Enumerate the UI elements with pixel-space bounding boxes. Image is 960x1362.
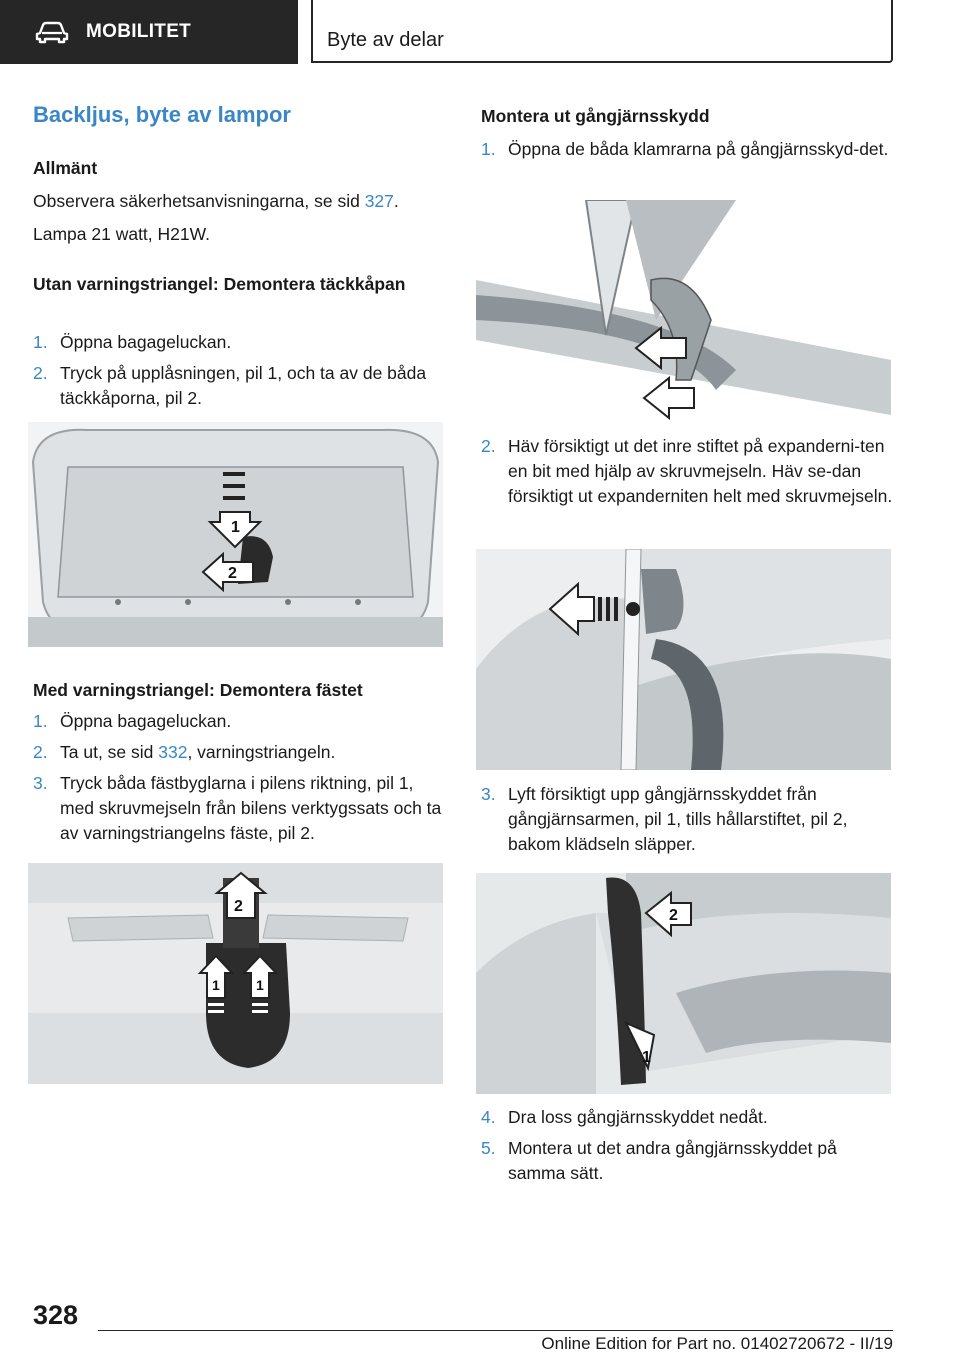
list-item <box>481 137 891 162</box>
general-text <box>33 189 399 214</box>
arrow-label-1: 1 <box>212 977 220 993</box>
general-text-part: Observera säkerhetsanvisningarna, se sid <box>33 191 365 211</box>
arrow-label-1: 1 <box>231 519 240 536</box>
step-text: Öppna de båda klamrarna på gångjärnsskyd-det. <box>508 139 889 159</box>
header-title-box <box>311 0 893 63</box>
step-text: Tryck på upplåsningen, pil 1, och ta av de båda täckkåporna, pil 2. <box>60 363 427 408</box>
hinge-steps-list-c <box>481 782 896 863</box>
list-item <box>33 740 448 765</box>
arrow-label-1: 1 <box>256 977 264 993</box>
arrow-label-2: 2 <box>234 898 243 915</box>
step-number: 2. <box>33 742 48 762</box>
step-number: 3. <box>481 784 496 804</box>
hinge-clamps-illustration <box>476 200 891 420</box>
step-number: 2. <box>481 436 496 456</box>
arrow-label-2: 2 <box>228 565 237 582</box>
list-item <box>33 361 443 411</box>
step-text: Öppna bagageluckan. <box>60 711 232 731</box>
step-text-end: , varningstriangeln. <box>187 742 336 762</box>
section-heading: Backljus, byte av lampor <box>33 102 291 127</box>
car-icon <box>34 20 70 44</box>
page-title: Byte av delar <box>327 29 444 51</box>
step-number: 1. <box>33 711 48 731</box>
section-label: MOBILITET <box>86 21 192 42</box>
hinge-cover-title: Montera ut gångjärnsskydd <box>481 106 710 126</box>
list-item <box>481 1136 896 1186</box>
expander-rivet-illustration <box>476 549 891 770</box>
step-text: Lyft försiktigt upp gångjärnsskyddet från gångjärnsarmen, pil 1, tills hållarstiftet, pil 2, bakom klädseln släpper. <box>508 784 848 854</box>
footer-divider <box>98 1330 893 1331</box>
with-triangle-title: Med varningstriangel: Demontera fästet <box>33 680 363 700</box>
general-title: Allmänt <box>33 158 98 178</box>
arrow-label-2: 2 <box>669 907 678 924</box>
without-steps-list <box>33 330 443 417</box>
step-number: 3. <box>33 773 48 793</box>
step-text: Tryck båda fästbyglarna i pilens riktning, pil 1, med skruvmejseln från bilens verktygssats och ta av varningstriangelns fäste, pil 2. <box>60 773 442 843</box>
page-link-332[interactable]: 332 <box>158 742 188 762</box>
without-triangle-title: Utan varningstriangel: Demontera täckkåpan <box>33 274 406 294</box>
with-steps-list <box>33 709 448 852</box>
step-number: 4. <box>481 1107 496 1127</box>
step-number: 2. <box>33 363 48 383</box>
step-number: 1. <box>481 139 496 159</box>
step-number: 5. <box>481 1138 496 1158</box>
hinge-steps-list-a <box>481 137 891 168</box>
list-item <box>33 771 448 846</box>
list-item <box>481 434 896 509</box>
general-text-end: . <box>393 191 399 211</box>
section-tab <box>0 0 298 64</box>
list-item <box>481 1105 896 1130</box>
step-text: Öppna bagageluckan. <box>60 332 232 352</box>
step-text-part: Ta ut, se sid <box>60 742 159 762</box>
hinge-lift-illustration <box>476 873 891 1094</box>
hinge-steps-list-b <box>481 434 896 515</box>
list-item <box>33 330 443 355</box>
step-text: Montera ut det andra gångjärnsskyddet på samma sätt. <box>508 1138 837 1183</box>
hinge-steps-list-d <box>481 1105 896 1192</box>
arrow-label-1: 1 <box>642 1049 651 1066</box>
step-number: 1. <box>33 332 48 352</box>
step-text: Dra loss gångjärnsskyddet nedåt. <box>508 1107 768 1127</box>
list-item <box>481 782 896 857</box>
trunk-lid-illustration <box>28 422 443 647</box>
lamp-text: Lampa 21 watt, H21W. <box>33 224 211 244</box>
step-text: Häv försiktigt ut det inre stiftet på expanderni-ten en bit med hjälp av skruvmejseln. Häv se-dan försiktigt ut expanderniten helt med skruvmejseln. <box>508 436 893 506</box>
list-item <box>33 709 448 734</box>
page-number: 328 <box>33 1300 79 1330</box>
bracket-illustration <box>28 863 443 1084</box>
page-link-327[interactable]: 327 <box>364 191 394 211</box>
edition-footer: Online Edition for Part no. 01402720672 - II/19 <box>541 1334 893 1353</box>
